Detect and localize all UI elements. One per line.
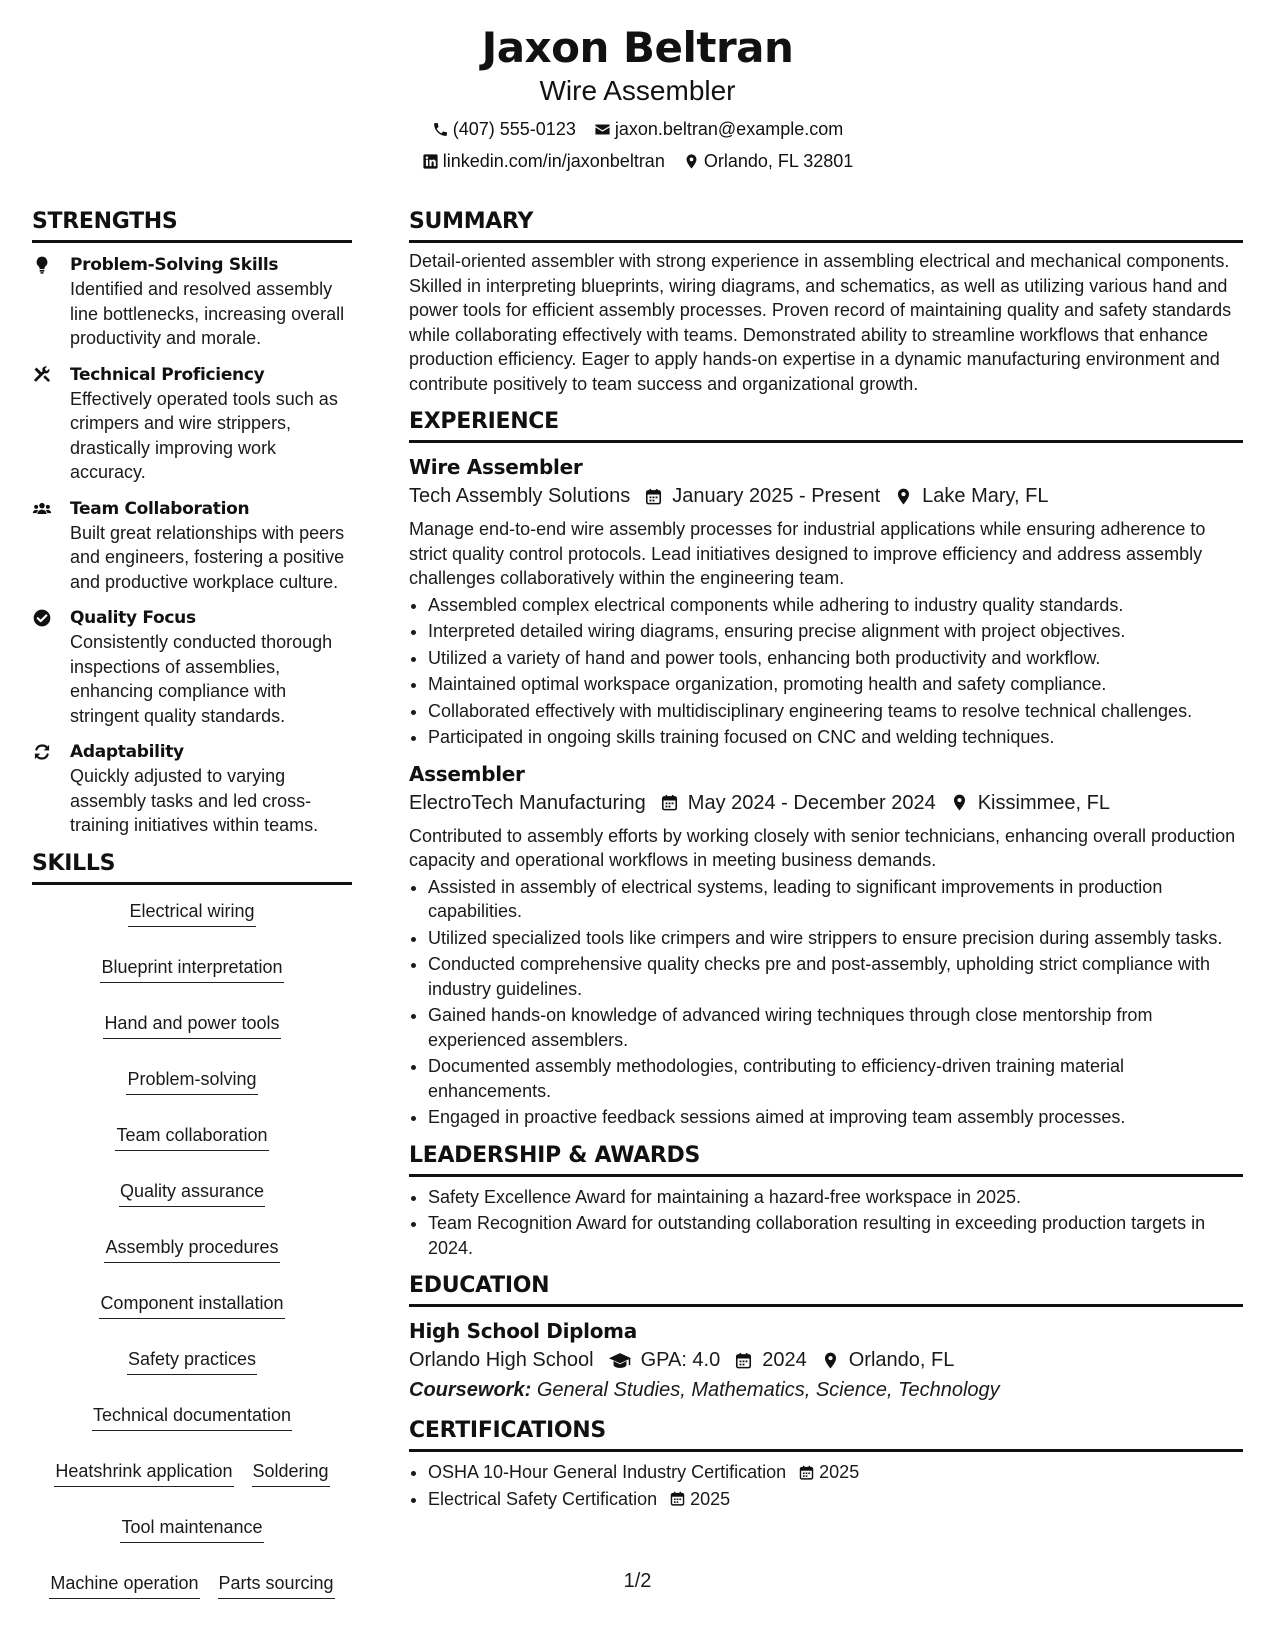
degree-title: High School Diploma bbox=[409, 1319, 637, 1343]
contact-row-2 bbox=[0, 150, 1275, 172]
page-number: 1/2 bbox=[623, 1570, 652, 1592]
candidate-name: Jaxon Beltran bbox=[481, 23, 794, 72]
certification-name: • OSHA 10-Hour General Industry Certification bbox=[428, 1462, 787, 1482]
list-item: • Participated in ongoing skills training focused on CNC and welding techniques. bbox=[428, 725, 1243, 750]
company-name: ElectroTech Manufacturing bbox=[409, 791, 646, 814]
skill-tag: Machine operation bbox=[49, 1571, 199, 1599]
list-item: • Assembled complex electrical components while adhering to industry quality standards. bbox=[428, 593, 1243, 618]
list-item: • Safety Excellence Award for maintaining a hazard-free workspace in 2025. bbox=[428, 1185, 1243, 1210]
phone-contact bbox=[432, 118, 576, 140]
lightbulb-icon bbox=[32, 253, 56, 351]
skill-tag: Parts sourcing bbox=[218, 1571, 335, 1599]
coursework-label: Coursework: bbox=[409, 1379, 532, 1401]
strength-desc: Quickly adjusted to varying assembly tasks and led cross-training initiatives within teams. bbox=[70, 766, 319, 835]
job-dates: January 2025 - Present bbox=[644, 481, 880, 511]
leadership-list bbox=[409, 1185, 1243, 1261]
strengths-heading: STRENGTHS bbox=[32, 208, 352, 243]
location-contact bbox=[683, 150, 853, 172]
map-pin-icon bbox=[894, 487, 913, 506]
linkedin-icon bbox=[422, 153, 439, 170]
skill-tag: Quality assurance bbox=[119, 1179, 265, 1207]
certifications-list bbox=[409, 1460, 1243, 1511]
strength-title: Problem-Solving Skills bbox=[70, 255, 279, 275]
strength-title: Adaptability bbox=[70, 742, 184, 762]
experience-heading: EXPERIENCE bbox=[409, 408, 1243, 443]
resume-header bbox=[0, 22, 1275, 172]
strengths-list bbox=[32, 253, 352, 838]
phone-text: (407) 555-0123 bbox=[452, 119, 576, 139]
skill-tag: Component installation bbox=[99, 1291, 284, 1319]
school-location: Orlando, FL bbox=[821, 1345, 955, 1375]
strength-desc: Consistently conducted thorough inspections of assemblies, enhancing compliance with stringent quality standards. bbox=[70, 632, 333, 726]
calendar-icon bbox=[660, 793, 679, 812]
skill-tag: Hand and power tools bbox=[103, 1011, 280, 1039]
linkedin-contact[interactable] bbox=[422, 150, 665, 172]
list-item: • Maintained optimal workspace organization, promoting health and safety compliance. bbox=[428, 672, 1243, 697]
list-item: • Conducted comprehensive quality checks pre and post-assembly, upholding strict compliance with industry guidelines. bbox=[428, 952, 1243, 1001]
job-dates: May 2024 - December 2024 bbox=[660, 788, 936, 818]
strength-item bbox=[32, 253, 352, 351]
summary-heading: SUMMARY bbox=[409, 208, 1243, 243]
skill-tag: Tool maintenance bbox=[120, 1515, 263, 1543]
list-item bbox=[428, 1460, 1243, 1485]
education-heading: EDUCATION bbox=[409, 1272, 1243, 1307]
job-title: Wire Assembler bbox=[409, 455, 583, 479]
contact-row-1 bbox=[0, 118, 1275, 140]
map-pin-icon bbox=[950, 793, 969, 812]
email-contact[interactable] bbox=[594, 118, 843, 140]
job-description: Contributed to assembly efforts by working closely with senior technicians, enhancing overall production capacity and operational workflows in meeting business demands. bbox=[409, 825, 1236, 870]
phone-icon bbox=[432, 121, 449, 138]
coursework-text: General Studies, Mathematics, Science, Technology bbox=[536, 1379, 1000, 1401]
list-item: • Collaborated effectively with multidisciplinary engineering teams to resolve technical challenges. bbox=[428, 699, 1243, 724]
strength-desc: Effectively operated tools such as crimpers and wire strippers, drastically improving work accuracy. bbox=[70, 388, 338, 482]
skill-tag: Team collaboration bbox=[115, 1123, 268, 1151]
strength-item bbox=[32, 363, 352, 485]
calendar-icon bbox=[798, 1464, 815, 1481]
strength-title: Quality Focus bbox=[70, 608, 196, 628]
graduation-cap-icon bbox=[608, 1351, 632, 1370]
education-meta bbox=[409, 1345, 1243, 1375]
sync-icon bbox=[32, 740, 56, 838]
email-text: jaxon.beltran@example.com bbox=[614, 119, 844, 139]
list-item: • Gained hands-on knowledge of advanced wiring techniques through close mentorship from experienced assemblers. bbox=[428, 1003, 1243, 1052]
certification-year: 2025 bbox=[819, 1462, 860, 1482]
job-meta bbox=[409, 788, 1243, 818]
job-description: Manage end-to-end wire assembly processes for industrial applications while ensuring adherence to strict quality control protocols. Lead initiatives designed to improve efficiency and address assembly challenges collaboratively within the engineering team. bbox=[409, 519, 1206, 588]
list-item: • Team Recognition Award for outstanding collaboration resulting in exceeding production targets in 2024. bbox=[428, 1211, 1243, 1260]
users-icon bbox=[32, 497, 56, 595]
skills-section bbox=[32, 850, 352, 1599]
skill-tag: Technical documentation bbox=[92, 1403, 292, 1431]
strength-item bbox=[32, 740, 352, 838]
calendar-icon bbox=[669, 1490, 686, 1507]
list-item: • Utilized specialized tools like crimpers and wire strippers to ensure precision during assembly tasks. bbox=[428, 926, 1243, 951]
coursework bbox=[409, 1375, 1243, 1405]
skill-tag: Assembly procedures bbox=[104, 1235, 279, 1263]
list-item: • Assisted in assembly of electrical systems, leading to significant improvements in production capabilities. bbox=[428, 875, 1243, 924]
skills-heading: SKILLS bbox=[32, 850, 352, 885]
map-pin-icon bbox=[683, 153, 700, 170]
list-item: • Documented assembly methodologies, contributing to efficiency-driven training material enhancements. bbox=[428, 1054, 1243, 1103]
skill-tag: Safety practices bbox=[127, 1347, 257, 1375]
strength-title: Team Collaboration bbox=[70, 498, 250, 519]
strength-title: Technical Proficiency bbox=[70, 364, 265, 385]
list-item: • Utilized a variety of hand and power tools, enhancing both productivity and workflow. bbox=[428, 646, 1243, 671]
skill-tag: Heatshrink application bbox=[54, 1459, 233, 1487]
job-bullets bbox=[409, 875, 1243, 1130]
summary-text: Detail-oriented assembler with strong experience in assembling electrical and mechanical components. Skilled in interpreting blueprints, wiring diagrams, and schematics, as well as utilizing various hand and power tools for efficient assembly processes. Proven record of maintaining quality and safety standards while collaborating effectively with teams. Demonstrated ability to streamline workflows that enhance production efficiency. Eager to apply hands-on expertise in a dynamic manufacturing environment and contribute positively to team success and organizational growth. bbox=[409, 251, 1232, 394]
list-item: • Engaged in proactive feedback sessions aimed at improving team assembly processes. bbox=[428, 1105, 1243, 1130]
leadership-heading: LEADERSHIP & AWARDS bbox=[409, 1142, 1243, 1177]
map-pin-icon bbox=[821, 1351, 840, 1370]
job-location: Lake Mary, FL bbox=[894, 481, 1048, 511]
skill-tag: Soldering bbox=[252, 1459, 330, 1487]
gpa: GPA: 4.0 bbox=[608, 1345, 721, 1375]
list-item bbox=[428, 1487, 1243, 1512]
skill-tag: Problem-solving bbox=[126, 1067, 257, 1095]
job-bullets bbox=[409, 593, 1243, 750]
calendar-icon bbox=[644, 487, 663, 506]
skill-tag: Electrical wiring bbox=[128, 899, 255, 927]
job-meta bbox=[409, 481, 1243, 511]
tools-icon bbox=[32, 363, 56, 485]
list-item: • Interpreted detailed wiring diagrams, ensuring precise alignment with project objectives. bbox=[428, 619, 1243, 644]
left-column bbox=[32, 208, 352, 1599]
graduation-year: 2024 bbox=[734, 1345, 807, 1375]
strength-item bbox=[32, 497, 352, 595]
location-text: Orlando, FL 32801 bbox=[703, 151, 854, 171]
calendar-icon bbox=[734, 1351, 753, 1370]
certification-name: • Electrical Safety Certification bbox=[428, 1488, 658, 1509]
check-circle-icon bbox=[32, 606, 56, 728]
job-location: Kissimmee, FL bbox=[950, 788, 1110, 818]
strength-desc: Built great relationships with peers and engineers, fostering a positive and productive workplace culture. bbox=[70, 522, 345, 592]
strength-item bbox=[32, 606, 352, 728]
skills-list bbox=[32, 885, 352, 1599]
linkedin-text: linkedin.com/in/jaxonbeltran bbox=[442, 151, 665, 171]
certification-year: 2025 bbox=[690, 1488, 731, 1509]
envelope-icon bbox=[594, 121, 611, 138]
school-name: Orlando High School bbox=[409, 1349, 594, 1371]
company-name: Tech Assembly Solutions bbox=[409, 485, 631, 507]
strength-desc: Identified and resolved assembly line bottlenecks, increasing overall productivity and morale. bbox=[70, 279, 345, 348]
certifications-heading: CERTIFICATIONS bbox=[409, 1417, 1243, 1452]
right-column bbox=[409, 208, 1243, 1513]
candidate-role: Wire Assembler bbox=[539, 75, 736, 106]
skill-tag: Blueprint interpretation bbox=[100, 955, 283, 983]
job-title: Assembler bbox=[409, 761, 525, 786]
